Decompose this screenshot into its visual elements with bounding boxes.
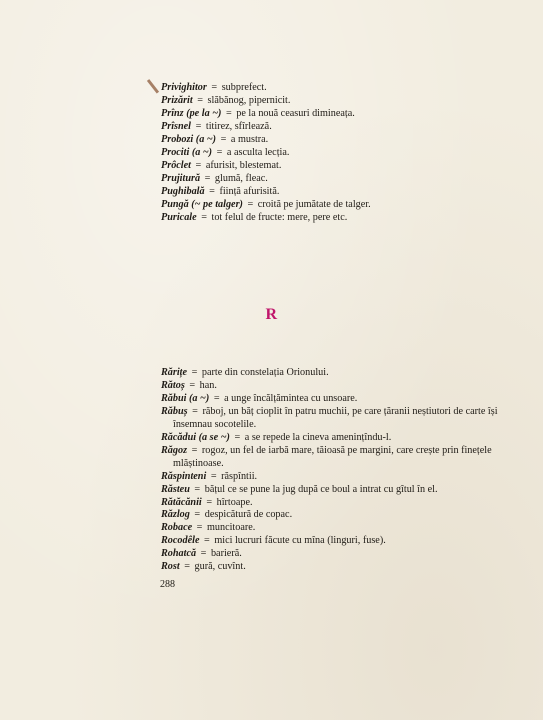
entry-definition: pe la nouă ceasuri dimineața.	[236, 107, 355, 119]
entry-term: Rătoș	[161, 379, 185, 391]
entry-definition: parte din constelația Orionului.	[201, 367, 329, 378]
section-letter-heading: R	[265, 306, 278, 323]
glossary-entry: Pughibală = ființă afurisită.	[161, 185, 280, 197]
entry-term: Prociti (a ~)	[161, 146, 213, 158]
glossary-entry: Răzlog = despicătură de copac.	[161, 509, 293, 521]
glossary-entry: Răbuș = răboj, un băț cioplit în patru muchii, pe care țăranii neștiutori de carte își însemnau socotelile.	[161, 405, 498, 430]
entry-definition: barieră.	[210, 548, 242, 560]
entry-definition: slăbănog, pipernicit.	[207, 94, 291, 106]
entry-term: Rohatcă	[161, 548, 197, 560]
entry-term: Puricale	[161, 211, 197, 223]
entry-term: Prizărit	[161, 94, 193, 106]
entry-term: Rost	[161, 561, 180, 573]
glossary-entry: Rost = gură, cuvînt.	[161, 561, 246, 573]
entry-term: Prîsnel	[161, 120, 192, 132]
entry-definition: muncitoare.	[206, 522, 256, 534]
entry-term: Răspinteni	[161, 470, 207, 482]
glossary-entry: Rohatcă = barieră.	[161, 548, 242, 560]
glossary-entry: Răbui (a ~) = a unge încălțămintea cu unsoare.	[161, 392, 358, 404]
entry-term: Privighitor	[161, 82, 207, 93]
entry-definition: subprefect.	[221, 82, 267, 93]
entry-term: Pungă (~ pe talger)	[161, 198, 243, 210]
entry-definition: titirez, sfîrlează.	[205, 120, 272, 132]
entry-definition: bățul ce se pune la jug după ce boul a intrat cu gîtul în el.	[204, 483, 438, 495]
glossary-entry: Prînz (pe la ~) = pe la nouă ceasuri dimineața.	[161, 107, 355, 119]
entry-definition: tot felul de fructe: mere, pere etc.	[211, 211, 348, 223]
glossary-entry: Rărițe = parte din constelația Orionului.	[161, 367, 329, 378]
entry-term: Rocodêle	[161, 535, 200, 547]
glossary-entry: Rătoș = han.	[161, 379, 217, 391]
entry-term: Prînz (pe la ~)	[161, 107, 222, 119]
glossary-entry: Probozi (a ~) = a mustra.	[161, 133, 269, 145]
entry-definition: gură, cuvînt.	[194, 561, 246, 573]
glossary-entry: Răgoz = rogoz, un fel de iarbă mare, tăioasă pe margini, care crește prin finețele mlăștinoase.	[161, 444, 492, 469]
entry-definition: răboj, un băț cioplit în patru muchii, pe care țăranii neștiutori de carte își însemnau socotelile.	[173, 405, 498, 430]
entry-term: Răcădui (a se ~)	[161, 431, 230, 443]
glossary-entry: Răsteu = bățul ce se pune la jug după ce boul a intrat cu gîtul în el.	[161, 483, 438, 495]
entry-term: Robace	[161, 522, 193, 534]
glossary-entry: Puricale = tot felul de fructe: mere, pere etc.	[161, 211, 348, 223]
glossary-entry: Prîsnel = titirez, sfîrlează.	[161, 120, 272, 132]
entry-definition: a unge încălțămintea cu unsoare.	[224, 392, 358, 404]
entry-term: Prujitură	[161, 172, 201, 184]
entry-definition: a mustra.	[230, 133, 269, 145]
entry-definition: despicătură de copac.	[204, 509, 293, 521]
glossary-entry: Rătăcănii = hîrtoape.	[161, 496, 253, 508]
entry-definition: răspîntii.	[221, 470, 258, 482]
entry-term: Pughibală	[161, 185, 205, 197]
glossary-entry: Prociti (a ~) = a asculta lecția.	[161, 146, 290, 158]
entry-term: Rătăcănii	[161, 496, 202, 508]
page-number: 288	[160, 579, 175, 590]
glossary-list-top	[161, 82, 521, 224]
entry-term: Probozi (a ~)	[161, 133, 217, 145]
entry-definition: a asculta lecția.	[226, 146, 290, 158]
entry-definition: han.	[199, 379, 217, 391]
glossary-entry: Prôclet = afurisit, blestemat.	[161, 159, 282, 171]
entry-term: Răbui (a ~)	[161, 392, 210, 404]
glossary-entry: Robace = muncitoare.	[161, 522, 256, 534]
entry-definition: glumă, fleac.	[214, 172, 268, 184]
entry-term: Prôclet	[161, 159, 191, 171]
glossary-entry: Răcădui (a se ~) = a se repede la cineva amenințîndu-l.	[161, 431, 392, 443]
entry-term: Răgoz	[161, 444, 188, 456]
entry-definition: hîrtoape.	[216, 496, 253, 508]
glossary-entry: Prujitură = glumă, fleac.	[161, 172, 268, 184]
entry-term: Răzlog	[161, 509, 190, 521]
entry-term: Răsteu	[161, 483, 190, 495]
entry-definition: afurisit, blestemat.	[205, 159, 282, 171]
glossary-entry: Privighitor = subprefect.	[161, 82, 267, 93]
entry-definition: ființă afurisită.	[219, 185, 280, 197]
entry-definition: rogoz, un fel de iarbă mare, tăioasă pe margini, care crește prin finețele mlăștinoase.	[173, 444, 492, 469]
entry-term: Rărițe	[161, 367, 188, 378]
glossary-entry: Răspinteni = răspîntii.	[161, 470, 258, 482]
entry-term: Răbuș	[161, 405, 188, 417]
glossary-entry: Rocodêle = mici lucruri făcute cu mîna (linguri, fuse).	[161, 535, 386, 547]
glossary-list-bottom	[161, 367, 521, 574]
entry-definition: mici lucruri făcute cu mîna (linguri, fuse).	[214, 535, 386, 547]
glossary-entry: Pungă (~ pe talger) = croită pe jumătate de talger.	[161, 198, 371, 210]
entry-definition: a se repede la cineva amenințîndu-l.	[244, 431, 392, 443]
entry-definition: croită pe jumătate de talger.	[257, 198, 371, 210]
glossary-entry: Prizărit = slăbănog, pipernicit.	[161, 94, 291, 106]
